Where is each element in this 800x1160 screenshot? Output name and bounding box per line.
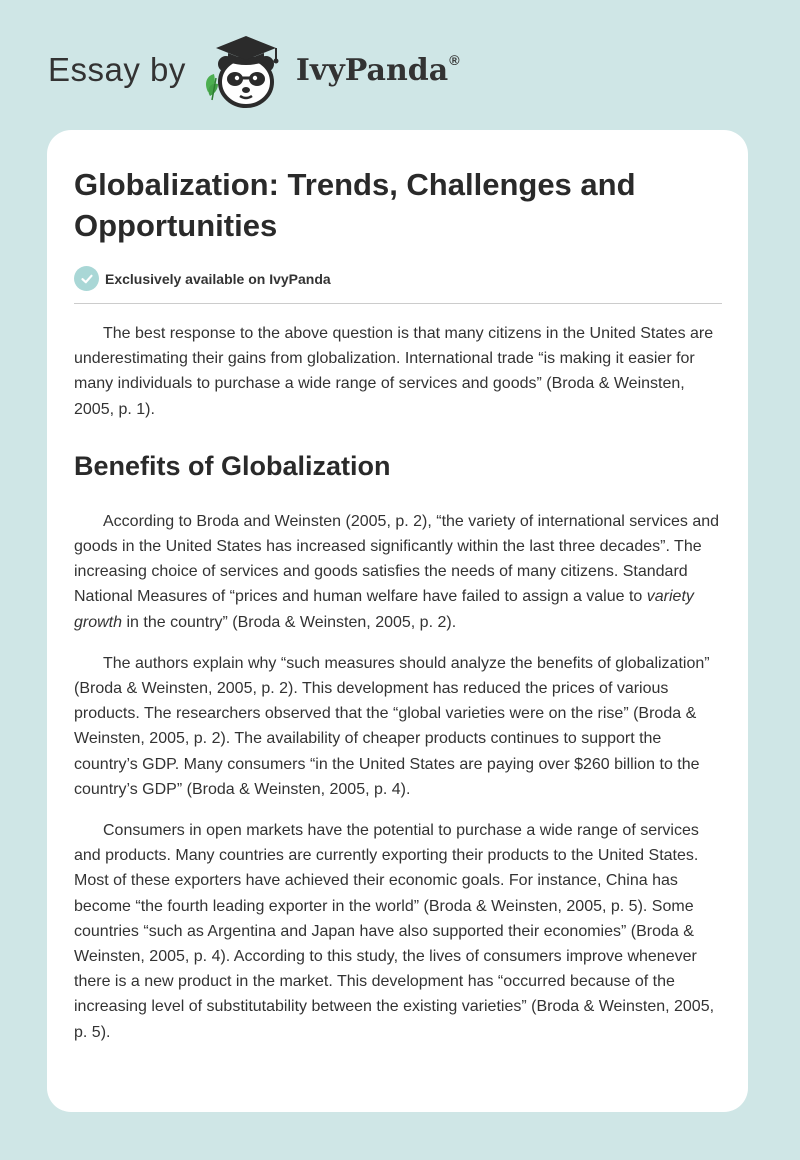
paragraph-text: According to Broda and Weinsten (2005, p. 2), “the variety of international services and goods in the United States has increased significantly within the last three decades”. The increasing choice of services and goods satisfies the needs of many citizens. Standard National Measures of “prices and human welfare have failed to assign a value to (74, 512, 720, 606)
page-title: Globalization: Trends, Challenges and Opportunities (74, 167, 636, 243)
body-paragraph-2: The authors explain why “such measures should analyze the benefits of globalization” (Broda & Weinsten, 2005, p. 2). This development has reduced the prices of various products. The researchers observed that the “global varieties were on the rise” (Broda & Weinsten, 2005, p. 2). The availability of cheaper products continues to support the country’s GDP. Many consumers “in the United States are paying over $260 billion to the country’s GDP” (Broda & Weinsten, 2005, p. 4). (74, 654, 710, 798)
body-paragraph-1 (74, 509, 722, 635)
divider (74, 303, 722, 304)
panda-logo-icon (200, 30, 292, 110)
essay-card (47, 130, 748, 1112)
brand-prefix: Essay by (48, 51, 186, 88)
paragraph-text: in the country” (Broda & Weinsten, 2005, p. 2). (122, 613, 457, 631)
brand-name: IvyPanda (295, 52, 449, 88)
exclusive-badge (74, 266, 722, 291)
check-icon (74, 266, 99, 291)
section-heading: Benefits of Globalization (74, 450, 391, 481)
emphasis-text: variety growth (74, 588, 694, 631)
brand-header[interactable] (48, 30, 460, 110)
badge-text: Exclusively available on IvyPanda (105, 270, 331, 287)
intro-paragraph: The best response to the above question is that many citizens in the United States are underestimating their gains from globalization. International trade “is making it easier for many individuals to purchase a wide range of services and goods” (Broda & Weinsten, 2005, p. 1). (74, 325, 714, 418)
body-paragraph-3: Consumers in open markets have the potential to purchase a wide range of services and products. Many countries are currently exporting their products to the United States. Most of these exporters have achieved their economic goals. For instance, China has become “the fourth leading exporter in the world” (Broda & Weinsten, 2005, p. 5). Some countries “such as Argentina and Japan have also supported their economies” (Broda & Weinsten, 2005, p. 4). According to this study, the lives of consumers improve whenever there is a new product in the market. This development has “occurred because of the increasing level of substitutability between the existing varieties” (Broda & Weinsten, 2005, p. 5). (74, 822, 715, 1041)
brand-registered-mark: ® (449, 52, 460, 68)
